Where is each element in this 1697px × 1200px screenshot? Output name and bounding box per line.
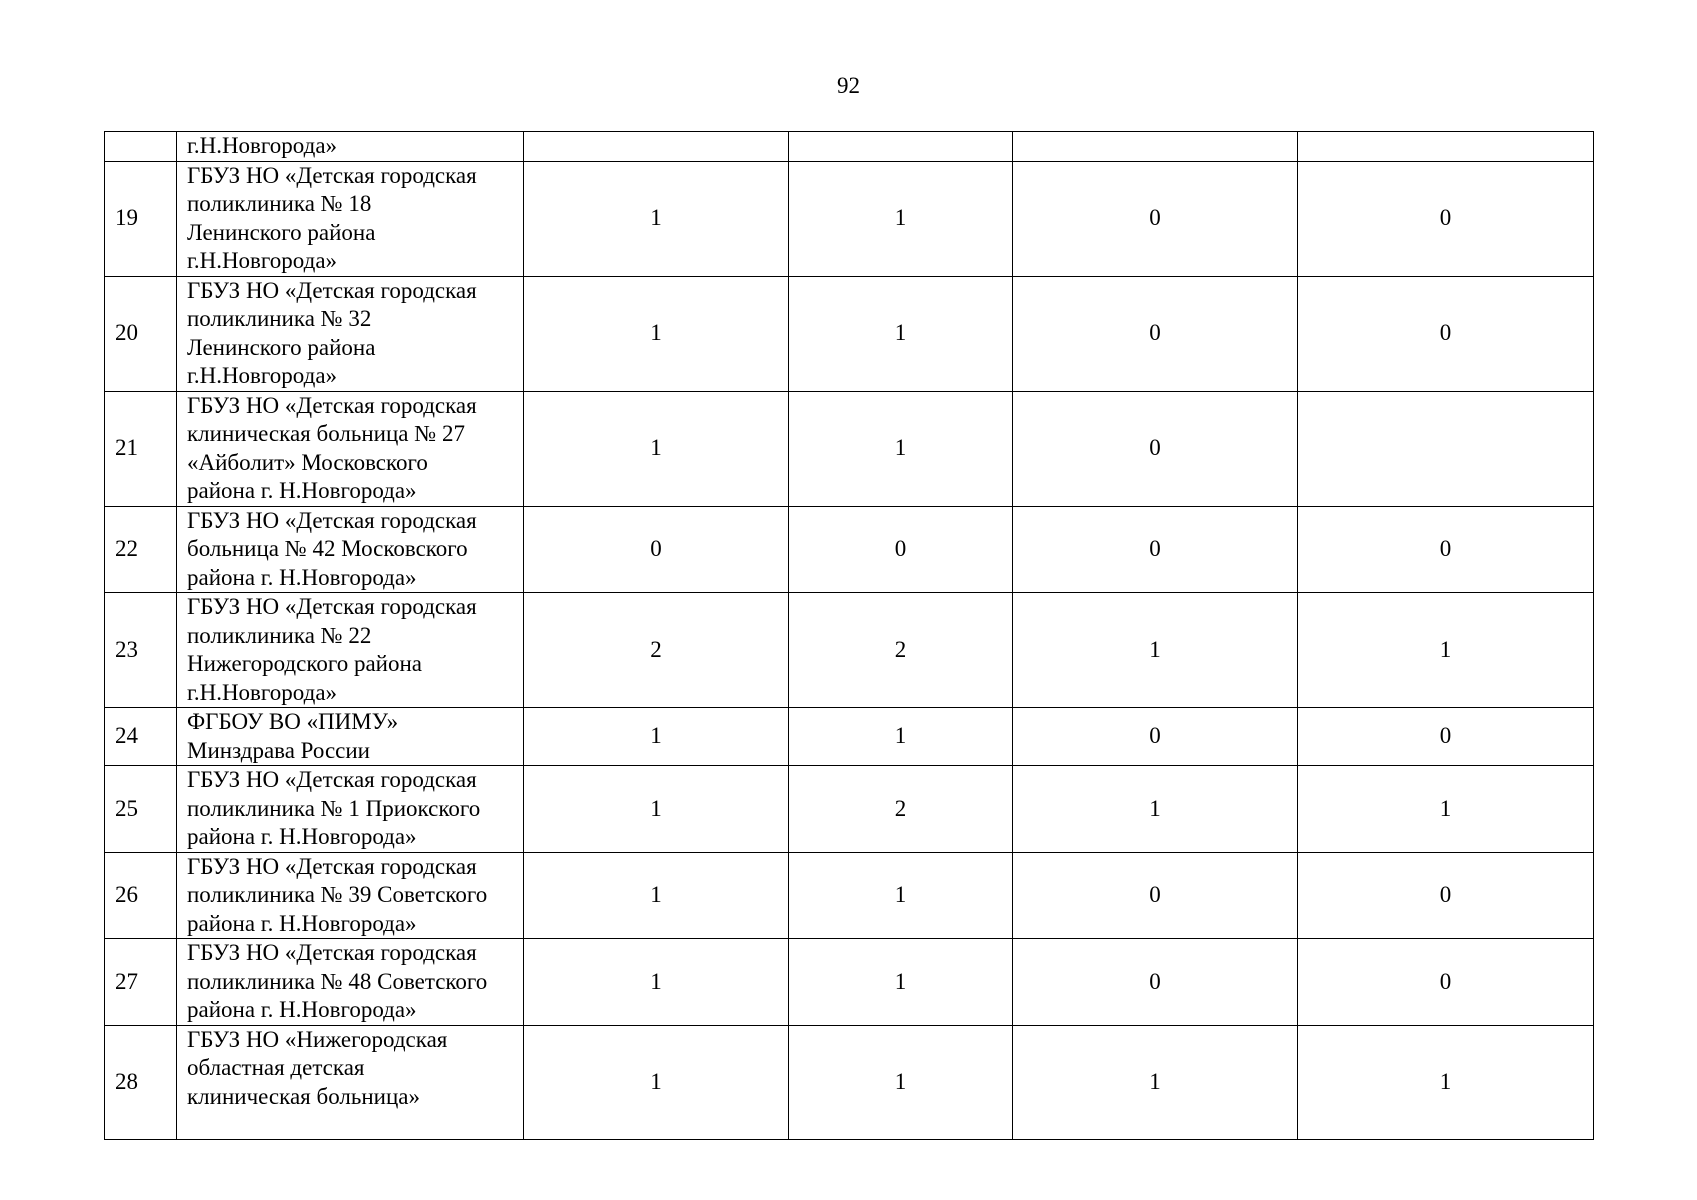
value-cell-2: 1	[789, 708, 1013, 766]
table-row	[105, 593, 1594, 708]
row-number: 19	[105, 161, 177, 276]
row-number: 27	[105, 939, 177, 1026]
row-number: 25	[105, 766, 177, 853]
value-cell-3: 0	[1013, 161, 1298, 276]
value-cell-3: 0	[1013, 939, 1298, 1026]
value-cell-2: 1	[789, 161, 1013, 276]
value-cell-2: 1	[789, 391, 1013, 506]
value-cell-1: 1	[524, 708, 789, 766]
facility-name: ГБУЗ НО «Детская городская больница № 42 Московского района г. Н.Новгорода»	[177, 506, 524, 593]
table-row	[105, 276, 1594, 391]
value-cell-4: 1	[1298, 1025, 1594, 1139]
facility-name: г.Н.Новгорода»	[177, 132, 524, 162]
value-cell-1: 1	[524, 391, 789, 506]
table-row	[105, 852, 1594, 939]
facility-name: ГБУЗ НО «Детская городская поликлиника № 32 Ленинского района г.Н.Новгорода»	[177, 276, 524, 391]
value-cell-1: 1	[524, 1025, 789, 1139]
facility-name: ГБУЗ НО «Детская городская поликлиника № 22 Нижегородского района г.Н.Новгорода»	[177, 593, 524, 708]
value-cell-1: 1	[524, 939, 789, 1026]
value-cell-1: 1	[524, 161, 789, 276]
value-cell-2: 2	[789, 593, 1013, 708]
value-cell-2: 1	[789, 939, 1013, 1026]
table-row	[105, 708, 1594, 766]
value-cell-3: 0	[1013, 276, 1298, 391]
value-cell-4	[1298, 391, 1594, 506]
value-cell-3	[1013, 132, 1298, 162]
value-cell-2: 1	[789, 852, 1013, 939]
value-cell-4: 0	[1298, 939, 1594, 1026]
value-cell-1: 2	[524, 593, 789, 708]
table-row	[105, 766, 1594, 853]
facility-name: ГБУЗ НО «Детская городская клиническая больница № 27 «Айболит» Московского района г. Н.Новгорода»	[177, 391, 524, 506]
value-cell-3: 0	[1013, 852, 1298, 939]
row-number: 28	[105, 1025, 177, 1139]
value-cell-3: 0	[1013, 506, 1298, 593]
facility-name: ГБУЗ НО «Детская городская поликлиника № 39 Советского района г. Н.Новгорода»	[177, 852, 524, 939]
table-row	[105, 132, 1594, 162]
facility-name: ФГБОУ ВО «ПИМУ» Минздрава России	[177, 708, 524, 766]
row-number: 20	[105, 276, 177, 391]
table-row	[105, 1025, 1594, 1139]
value-cell-3: 1	[1013, 1025, 1298, 1139]
value-cell-1: 0	[524, 506, 789, 593]
row-number: 23	[105, 593, 177, 708]
value-cell-4: 0	[1298, 708, 1594, 766]
facility-name: ГБУЗ НО «Детская городская поликлиника № 48 Советского района г. Н.Новгорода»	[177, 939, 524, 1026]
value-cell-1: 1	[524, 766, 789, 853]
value-cell-4: 0	[1298, 276, 1594, 391]
facilities-table	[104, 131, 1594, 1140]
value-cell-4: 0	[1298, 852, 1594, 939]
page-number: 92	[837, 73, 860, 98]
facility-name: ГБУЗ НО «Детская городская поликлиника № 1 Приокского района г. Н.Новгорода»	[177, 766, 524, 853]
facility-name: ГБУЗ НО «Детская городская поликлиника № 18 Ленинского района г.Н.Новгорода»	[177, 161, 524, 276]
value-cell-2: 1	[789, 276, 1013, 391]
value-cell-4: 1	[1298, 766, 1594, 853]
row-number: 22	[105, 506, 177, 593]
value-cell-3: 0	[1013, 391, 1298, 506]
value-cell-1: 1	[524, 852, 789, 939]
value-cell-2: 1	[789, 1025, 1013, 1139]
value-cell-4: 0	[1298, 506, 1594, 593]
table-row	[105, 391, 1594, 506]
value-cell-1	[524, 132, 789, 162]
value-cell-4	[1298, 132, 1594, 162]
value-cell-2	[789, 132, 1013, 162]
value-cell-3: 1	[1013, 593, 1298, 708]
value-cell-4: 0	[1298, 161, 1594, 276]
value-cell-4: 1	[1298, 593, 1594, 708]
value-cell-1: 1	[524, 276, 789, 391]
row-number	[105, 132, 177, 162]
value-cell-3: 1	[1013, 766, 1298, 853]
row-number: 26	[105, 852, 177, 939]
table-row	[105, 161, 1594, 276]
facility-name: ГБУЗ НО «Нижегородская областная детская клиническая больница»	[177, 1025, 524, 1139]
row-number: 21	[105, 391, 177, 506]
table-row	[105, 506, 1594, 593]
value-cell-3: 0	[1013, 708, 1298, 766]
value-cell-2: 0	[789, 506, 1013, 593]
table-row	[105, 939, 1594, 1026]
value-cell-2: 2	[789, 766, 1013, 853]
row-number: 24	[105, 708, 177, 766]
